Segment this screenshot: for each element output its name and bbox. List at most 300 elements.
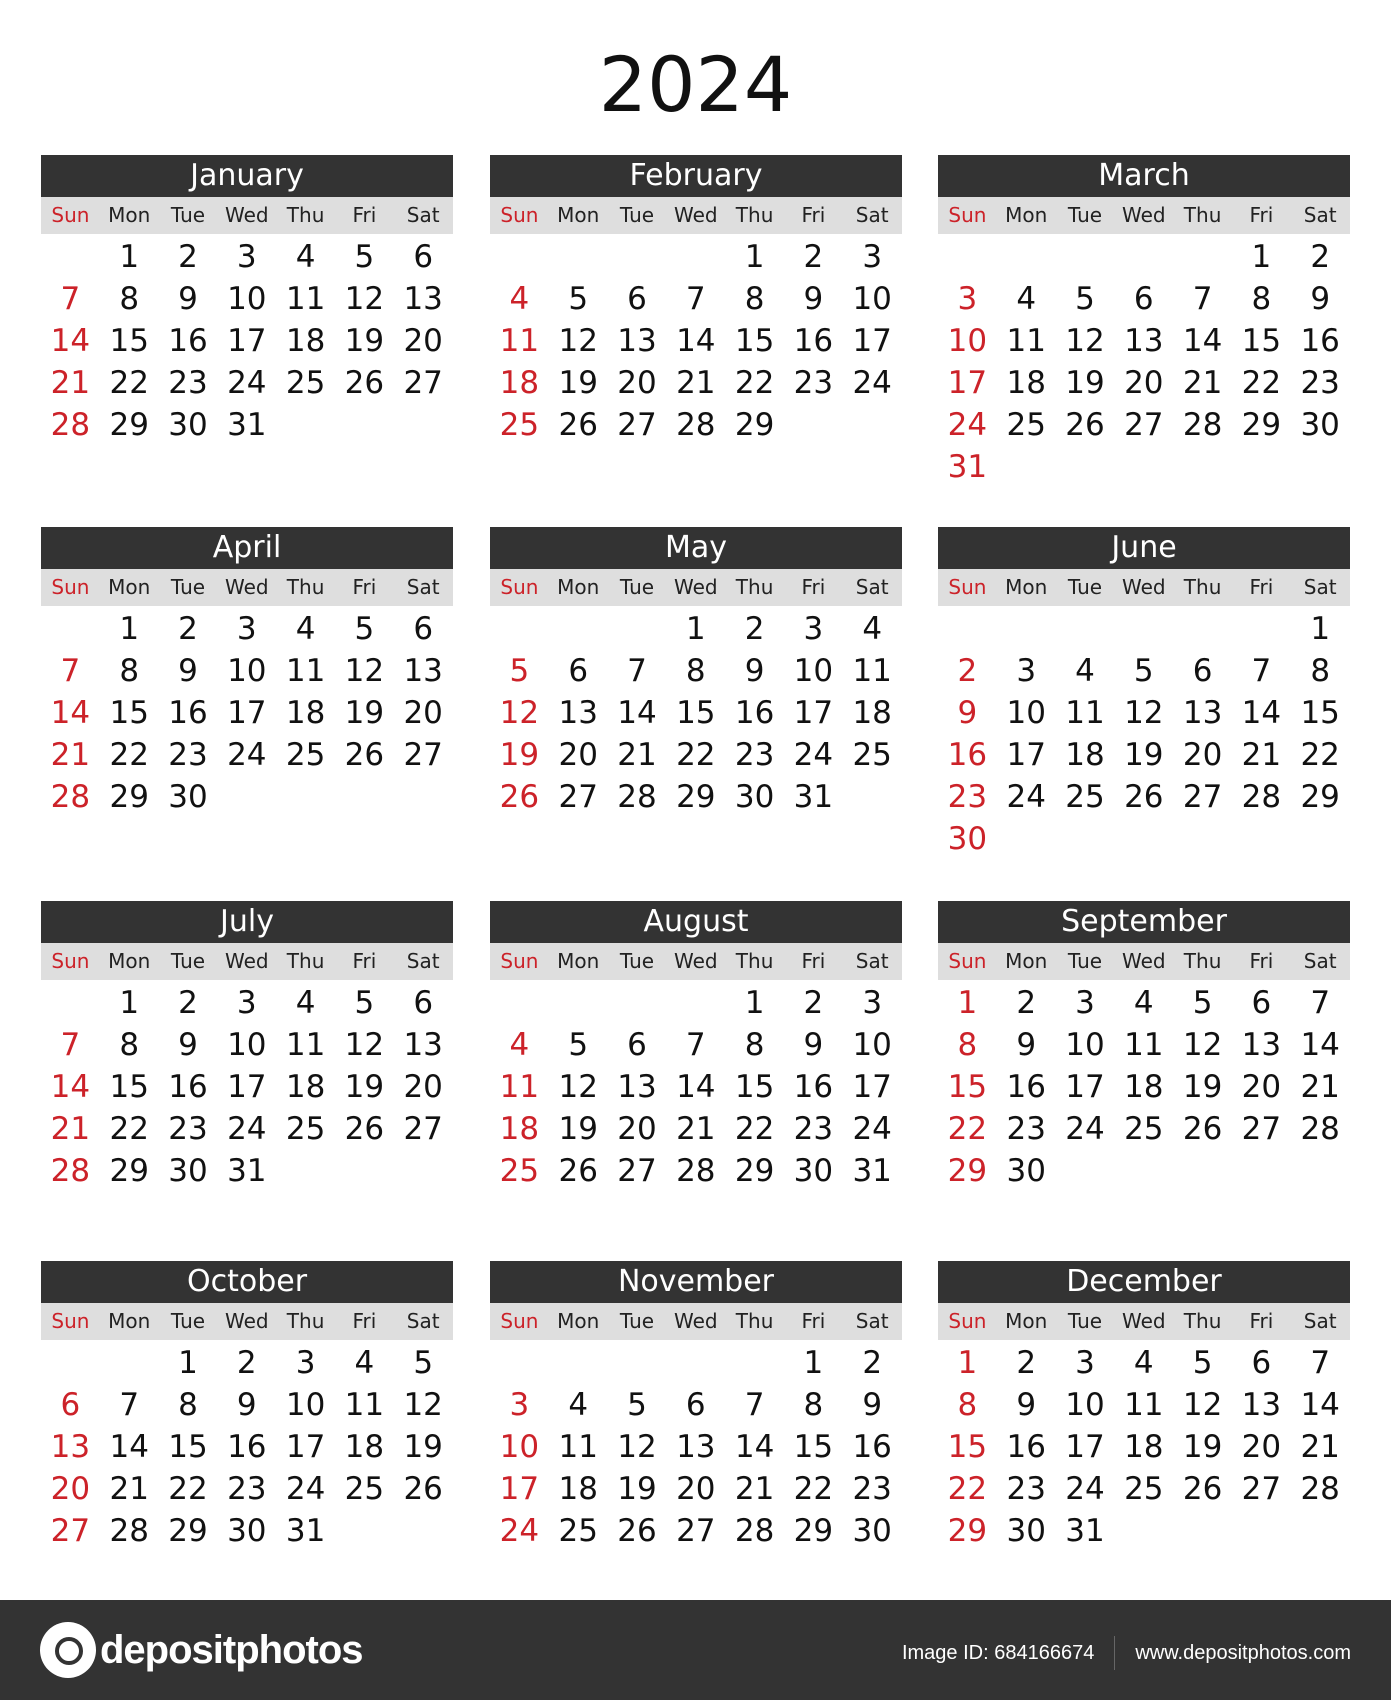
empty-cell <box>608 608 667 650</box>
day-cell: 8 <box>1251 281 1272 317</box>
day-cell: 20 <box>558 737 598 773</box>
day-cell: 3 <box>509 1387 530 1423</box>
day-cell: 24 <box>1065 1471 1105 1507</box>
weekday-label: Wed <box>224 949 269 973</box>
empty-cell <box>1056 608 1115 650</box>
day-cell: 19 <box>558 1111 598 1147</box>
day-cell: 21 <box>676 1111 716 1147</box>
day-cell: 9 <box>957 695 978 731</box>
day-cell: 27 <box>403 1111 443 1147</box>
day-cell: 10 <box>1065 1027 1105 1063</box>
day-cell: 5 <box>1133 653 1154 689</box>
day-cell: 7 <box>685 281 706 317</box>
day-cell: 1 <box>685 611 706 647</box>
month-name: March <box>938 155 1350 197</box>
month-february <box>490 155 902 446</box>
year-title: 2024 <box>598 40 793 129</box>
empty-cell <box>549 236 608 278</box>
day-cell: 14 <box>1300 1027 1340 1063</box>
day-cell: 26 <box>558 1153 598 1189</box>
weekday-label: Mon <box>557 575 600 599</box>
day-cell: 29 <box>947 1513 988 1549</box>
weekday-label: Sun <box>500 949 539 973</box>
weekday-label: Wed <box>224 203 269 227</box>
day-cell: 27 <box>50 1513 91 1549</box>
day-cell: 8 <box>803 1387 824 1423</box>
day-cell: 13 <box>1182 695 1223 731</box>
day-cell: 31 <box>285 1513 326 1549</box>
day-cell: 6 <box>1133 281 1154 317</box>
weekday-label: Sat <box>855 575 889 599</box>
day-cell: 25 <box>1006 407 1046 443</box>
day-cell: 12 <box>403 1387 443 1423</box>
empty-cell <box>549 982 608 1024</box>
weekday-label: Tue <box>619 575 655 599</box>
weekday-label: Wed <box>1121 203 1166 227</box>
day-cell: 25 <box>1124 1111 1164 1147</box>
day-cell: 20 <box>50 1471 91 1507</box>
day-cell: 27 <box>403 737 443 773</box>
day-cell: 2 <box>957 653 978 689</box>
day-cell: 1 <box>119 239 140 275</box>
weekday-label: Mon <box>108 1309 151 1333</box>
weekday-header <box>490 197 902 234</box>
day-cell: 8 <box>685 653 706 689</box>
weekday-header <box>938 569 1350 606</box>
day-cell: 6 <box>627 281 647 317</box>
weekday-label: Fri <box>801 203 826 227</box>
day-cell: 22 <box>1300 737 1340 773</box>
day-cell: 17 <box>793 695 834 731</box>
weekday-label: Sat <box>406 203 440 227</box>
empty-cell <box>1114 236 1173 278</box>
day-cell: 11 <box>499 323 540 359</box>
day-cell: 9 <box>236 1387 257 1423</box>
day-cell: 10 <box>793 653 834 689</box>
empty-cell <box>666 236 725 278</box>
weekday-label: Sun <box>500 575 539 599</box>
weekday-label: Wed <box>673 949 718 973</box>
day-cell: 30 <box>852 1513 892 1549</box>
day-cell: 25 <box>285 365 326 401</box>
day-cell: 13 <box>1241 1387 1282 1423</box>
weekday-label: Sun <box>51 575 90 599</box>
day-cell: 31 <box>852 1153 892 1189</box>
day-cell: 26 <box>403 1471 443 1507</box>
day-cell: 9 <box>178 653 198 689</box>
day-cell: 16 <box>852 1429 892 1465</box>
day-cell: 18 <box>1065 737 1105 773</box>
day-cell: 13 <box>617 1069 657 1105</box>
day-cell: 25 <box>344 1471 385 1507</box>
weekday-label: Thu <box>1183 949 1222 973</box>
month-name: December <box>938 1261 1350 1303</box>
day-cell: 7 <box>685 1027 706 1063</box>
day-cell: 30 <box>168 1153 208 1189</box>
day-cell: 15 <box>1300 695 1340 731</box>
day-cell: 24 <box>793 737 834 773</box>
month-september <box>938 901 1350 1192</box>
day-cell: 11 <box>285 653 326 689</box>
day-cell: 22 <box>109 1111 149 1147</box>
day-cell: 9 <box>178 1027 198 1063</box>
day-cell: 23 <box>793 1111 834 1147</box>
day-cell: 29 <box>109 1153 149 1189</box>
day-cell: 5 <box>568 281 589 317</box>
day-cell: 12 <box>558 323 598 359</box>
weekday-label: Fri <box>1249 575 1274 599</box>
weekday-label: Thu <box>286 575 325 599</box>
weekday-label: Sat <box>855 949 889 973</box>
day-cell: 28 <box>1300 1111 1340 1147</box>
weekday-label: Wed <box>673 203 718 227</box>
day-cell: 3 <box>236 985 257 1021</box>
day-cell: 16 <box>947 737 988 773</box>
empty-cell <box>490 1342 549 1384</box>
day-cell: 9 <box>1016 1387 1037 1423</box>
empty-cell <box>549 608 608 650</box>
day-cell: 20 <box>403 1069 443 1105</box>
weekday-label: Tue <box>170 1309 206 1333</box>
day-cell: 10 <box>852 1027 892 1063</box>
month-june <box>938 527 1350 860</box>
day-cell: 8 <box>957 1387 978 1423</box>
day-cell: 31 <box>793 779 834 815</box>
day-cell: 29 <box>947 1153 988 1189</box>
day-cell: 10 <box>227 653 267 689</box>
day-cell: 18 <box>499 1111 540 1147</box>
weekday-label: Tue <box>619 203 655 227</box>
day-cell: 6 <box>568 653 589 689</box>
day-cell: 17 <box>852 1069 892 1105</box>
day-cell: 30 <box>1006 1513 1046 1549</box>
day-cell: 8 <box>1310 653 1331 689</box>
weekday-label: Fri <box>352 1309 377 1333</box>
day-cell: 6 <box>1251 1345 1272 1381</box>
day-cell: 27 <box>403 365 443 401</box>
month-name: May <box>490 527 902 569</box>
day-cell: 7 <box>119 1387 140 1423</box>
day-cell: 20 <box>403 323 443 359</box>
month-name: July <box>41 901 453 943</box>
day-cell: 19 <box>403 1429 443 1465</box>
day-cell: 28 <box>734 1513 775 1549</box>
day-cell: 6 <box>413 985 434 1021</box>
day-cell: 29 <box>734 1153 775 1189</box>
day-cell: 25 <box>1065 779 1105 815</box>
day-cell: 2 <box>803 239 824 275</box>
day-cell: 1 <box>1310 611 1331 647</box>
day-grid <box>490 606 902 818</box>
day-cell: 10 <box>499 1429 540 1465</box>
day-cell: 14 <box>676 323 716 359</box>
day-cell: 17 <box>285 1429 326 1465</box>
day-cell: 2 <box>744 611 765 647</box>
day-cell: 10 <box>852 281 892 317</box>
day-cell: 12 <box>558 1069 598 1105</box>
empty-cell <box>490 982 549 1024</box>
day-cell: 22 <box>947 1111 988 1147</box>
weekday-label: Sat <box>1303 1309 1337 1333</box>
empty-cell <box>100 1342 159 1384</box>
month-name: February <box>490 155 902 197</box>
day-cell: 26 <box>1182 1471 1223 1507</box>
month-november <box>490 1261 902 1552</box>
weekday-label: Mon <box>557 1309 600 1333</box>
day-cell: 22 <box>793 1471 834 1507</box>
weekday-label: Sun <box>948 1309 987 1333</box>
day-cell: 20 <box>676 1471 716 1507</box>
weekday-label: Wed <box>224 1309 269 1333</box>
day-cell: 15 <box>109 323 149 359</box>
day-cell: 14 <box>50 323 91 359</box>
day-cell: 14 <box>50 1069 91 1105</box>
weekday-label: Thu <box>735 575 774 599</box>
day-cell: 20 <box>403 695 443 731</box>
day-cell: 7 <box>744 1387 765 1423</box>
day-cell: 31 <box>227 407 267 443</box>
day-cell: 18 <box>344 1429 385 1465</box>
month-name: April <box>41 527 453 569</box>
weekday-header <box>938 1303 1350 1340</box>
day-cell: 14 <box>50 695 91 731</box>
empty-cell <box>41 1342 100 1384</box>
day-cell: 10 <box>947 323 988 359</box>
weekday-label: Sun <box>500 1309 539 1333</box>
day-cell: 8 <box>119 653 140 689</box>
day-cell: 25 <box>1124 1471 1164 1507</box>
day-cell: 21 <box>50 737 91 773</box>
day-cell: 16 <box>793 323 834 359</box>
weekday-label: Sun <box>500 203 539 227</box>
month-name: June <box>938 527 1350 569</box>
day-cell: 23 <box>852 1471 892 1507</box>
month-name: September <box>938 901 1350 943</box>
day-cell: 30 <box>947 821 988 857</box>
day-cell: 9 <box>803 281 824 317</box>
camera-icon <box>40 1622 96 1678</box>
empty-cell <box>41 982 100 1024</box>
weekday-label: Fri <box>352 949 377 973</box>
empty-cell <box>1232 608 1291 650</box>
day-cell: 16 <box>793 1069 834 1105</box>
weekday-label: Wed <box>1121 575 1166 599</box>
day-cell: 12 <box>1065 323 1105 359</box>
day-cell: 12 <box>1182 1027 1223 1063</box>
day-cell: 13 <box>403 653 443 689</box>
day-cell: 18 <box>558 1471 598 1507</box>
day-cell: 19 <box>617 1471 657 1507</box>
day-cell: 3 <box>803 611 824 647</box>
day-cell: 4 <box>509 281 530 317</box>
day-cell: 6 <box>413 611 434 647</box>
weekday-header <box>41 1303 453 1340</box>
day-cell: 14 <box>734 1429 775 1465</box>
day-cell: 3 <box>295 1345 316 1381</box>
day-cell: 4 <box>295 611 316 647</box>
weekday-header <box>41 569 453 606</box>
month-name: January <box>41 155 453 197</box>
empty-cell <box>608 982 667 1024</box>
day-cell: 26 <box>344 737 385 773</box>
day-cell: 22 <box>676 737 716 773</box>
weekday-label: Sun <box>948 575 987 599</box>
day-cell: 16 <box>1006 1069 1046 1105</box>
day-cell: 24 <box>499 1513 540 1549</box>
day-cell: 13 <box>676 1429 716 1465</box>
day-cell: 7 <box>1251 653 1272 689</box>
day-cell: 23 <box>168 1111 208 1147</box>
day-cell: 4 <box>295 985 316 1021</box>
weekday-label: Fri <box>1249 1309 1274 1333</box>
empty-cell <box>1056 236 1115 278</box>
day-cell: 29 <box>1300 779 1340 815</box>
weekday-label: Tue <box>1067 203 1103 227</box>
weekday-label: Mon <box>1005 203 1048 227</box>
empty-cell <box>1173 236 1232 278</box>
day-cell: 24 <box>227 737 267 773</box>
footer-bar <box>0 1600 1391 1700</box>
day-cell: 26 <box>1065 407 1105 443</box>
day-cell: 5 <box>413 1345 434 1381</box>
day-cell: 5 <box>354 985 375 1021</box>
day-cell: 20 <box>1241 1069 1282 1105</box>
weekday-label: Sat <box>1303 575 1337 599</box>
day-cell: 9 <box>744 653 765 689</box>
weekday-label: Sat <box>1303 203 1337 227</box>
day-cell: 26 <box>1124 779 1164 815</box>
day-cell: 3 <box>862 985 883 1021</box>
day-cell: 28 <box>617 779 657 815</box>
day-cell: 4 <box>295 239 316 275</box>
day-cell: 27 <box>1124 407 1164 443</box>
day-cell: 4 <box>862 611 883 647</box>
day-cell: 15 <box>947 1429 988 1465</box>
day-cell: 30 <box>227 1513 267 1549</box>
month-march <box>938 155 1350 488</box>
day-cell: 13 <box>617 323 657 359</box>
day-cell: 7 <box>1310 985 1331 1021</box>
day-cell: 24 <box>285 1471 326 1507</box>
day-cell: 24 <box>227 365 267 401</box>
day-cell: 25 <box>499 1153 540 1189</box>
day-cell: 14 <box>1241 695 1282 731</box>
day-cell: 30 <box>168 779 208 815</box>
day-cell: 21 <box>734 1471 775 1507</box>
day-cell: 9 <box>1310 281 1331 317</box>
day-cell: 16 <box>168 323 208 359</box>
day-grid <box>938 606 1350 860</box>
day-cell: 21 <box>1182 365 1223 401</box>
day-cell: 14 <box>1182 323 1223 359</box>
day-cell: 24 <box>852 1111 892 1147</box>
weekday-label: Sun <box>51 949 90 973</box>
day-cell: 18 <box>285 695 326 731</box>
day-cell: 19 <box>344 323 385 359</box>
weekday-label: Mon <box>108 203 151 227</box>
day-cell: 15 <box>734 323 775 359</box>
day-cell: 5 <box>354 611 375 647</box>
month-name: August <box>490 901 902 943</box>
weekday-label: Tue <box>619 949 655 973</box>
day-cell: 22 <box>109 737 149 773</box>
day-cell: 13 <box>558 695 598 731</box>
day-cell: 12 <box>499 695 540 731</box>
day-cell: 1 <box>803 1345 824 1381</box>
day-cell: 19 <box>344 695 385 731</box>
weekday-label: Sat <box>1303 949 1337 973</box>
day-cell: 28 <box>1300 1471 1340 1507</box>
day-cell: 15 <box>793 1429 834 1465</box>
day-cell: 17 <box>227 323 267 359</box>
day-cell: 21 <box>109 1471 149 1507</box>
day-cell: 17 <box>1006 737 1046 773</box>
day-cell: 24 <box>227 1111 267 1147</box>
day-cell: 11 <box>1124 1387 1164 1423</box>
day-cell: 28 <box>676 407 716 443</box>
weekday-label: Wed <box>224 575 269 599</box>
weekday-header <box>41 197 453 234</box>
weekday-label: Mon <box>1005 949 1048 973</box>
weekday-label: Wed <box>673 1309 718 1333</box>
site-url: www.depositphotos.com <box>1135 1641 1351 1664</box>
day-cell: 24 <box>1065 1111 1105 1147</box>
weekday-label: Fri <box>1249 203 1274 227</box>
day-cell: 15 <box>109 1069 149 1105</box>
day-cell: 21 <box>617 737 657 773</box>
day-cell: 11 <box>852 653 892 689</box>
day-cell: 1 <box>744 985 765 1021</box>
weekday-header <box>490 569 902 606</box>
day-cell: 10 <box>227 1027 267 1063</box>
day-cell: 23 <box>1006 1111 1046 1147</box>
month-april <box>41 527 453 818</box>
day-cell: 20 <box>1241 1429 1282 1465</box>
weekday-label: Sun <box>948 203 987 227</box>
day-cell: 28 <box>50 1153 91 1189</box>
empty-cell <box>608 1342 667 1384</box>
day-cell: 13 <box>1124 323 1164 359</box>
weekday-label: Mon <box>108 575 151 599</box>
day-cell: 17 <box>1065 1429 1105 1465</box>
day-cell: 5 <box>354 239 375 275</box>
day-cell: 10 <box>285 1387 326 1423</box>
day-cell: 7 <box>627 653 647 689</box>
empty-cell <box>608 236 667 278</box>
day-cell: 16 <box>1006 1429 1046 1465</box>
day-cell: 4 <box>509 1027 530 1063</box>
day-cell: 4 <box>568 1387 589 1423</box>
day-cell: 3 <box>1075 985 1095 1021</box>
day-cell: 20 <box>617 1111 657 1147</box>
day-cell: 3 <box>957 281 978 317</box>
day-cell: 27 <box>558 779 598 815</box>
weekday-header <box>938 197 1350 234</box>
day-cell: 18 <box>852 695 892 731</box>
weekday-label: Fri <box>801 949 826 973</box>
empty-cell <box>666 982 725 1024</box>
day-cell: 25 <box>558 1513 598 1549</box>
day-cell: 30 <box>1006 1153 1046 1189</box>
day-cell: 16 <box>168 695 208 731</box>
day-cell: 11 <box>1006 323 1046 359</box>
day-cell: 24 <box>947 407 988 443</box>
day-cell: 24 <box>852 365 892 401</box>
day-cell: 13 <box>403 1027 443 1063</box>
day-cell: 16 <box>734 695 775 731</box>
day-cell: 18 <box>1006 365 1046 401</box>
day-cell: 28 <box>50 407 91 443</box>
